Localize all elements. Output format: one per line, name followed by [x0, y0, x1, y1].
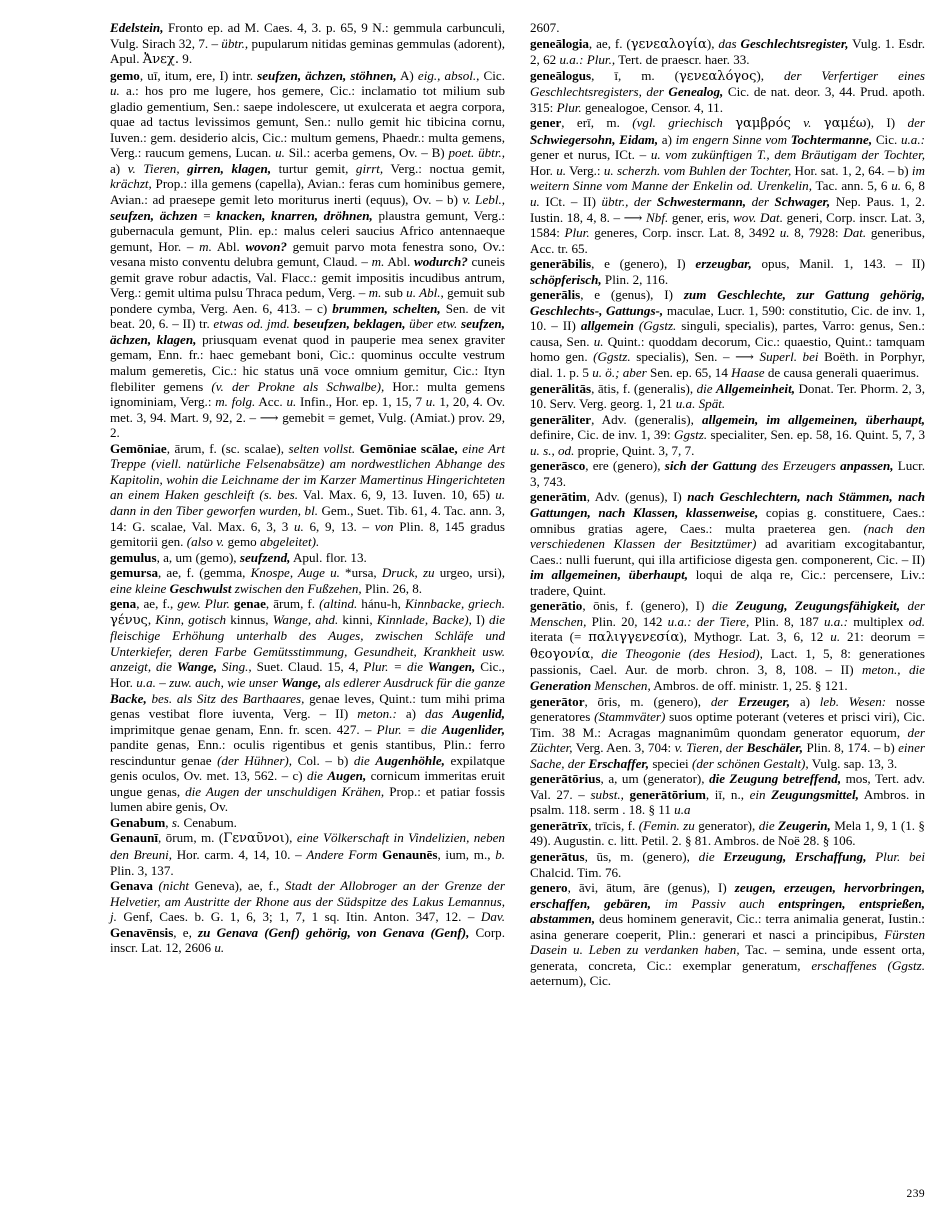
dictionary-entry: gena, ae, f., gew. Plur. genae, ārum, f. (altind. hánu-h, Kinnbacke, griech. γένυς, Kinn, gotisch kinnus, Wange, ahd. kinni, Kinnlade, Backe), I) die fleischige Erhöhung unterhalb des Auges, zwischen Schläfe und Unterkiefer, deren Farbe Gemütsstimmung, Gesundheit, Krankheit usw. anzeigt, die Wange, Sing., Suet. Claud. 15, 4, Plur. = die Wangen, Cic., Hor. u.a. – zuw. auch, wie unser Wange, als edlerer Ausdruck für die ganze Backe, bes. als Sitz des Barthaares, genae leves, Quint.: tum mihi prima genas vestibat flore iuventa, Verg. – II) meton.: a) das Augenlid, imprimitque genae genam, Enn. fr. scen. 427. – Plur. = die Augenlider, pandite genas, Enn.: oculis rigentibus et genis stantibus, Plin.: ferro rescinduntur genae (der Hühner), Col. – b) die Augenhöhle, expilatque genis oculos, Ov. met. 13, 562. – c) die Augen, cornicum immeritas eruit ungue genas, die Augen der unschuldigen Krähen, Prop.: et patiar fossis lumen abire genis, Ov. — [110, 596, 506, 815]
dictionary-entry: gemursa, ae, f. (gemma, Knospe, Auge u. *ursa, Druck, zu urgeo, ursi), eine kleine Geschwulst zwischen den Fußzehen, Plin. 26, 8. — [110, 565, 505, 596]
dictionary-entry: generālitās, ātis, f. (generalis), die Allgemeinheit, Donat. Ter. Phorm. 2, 3, 10. Serv. Verg. georg. 1, 21 u.a. Spät. — [530, 380, 925, 412]
page-number: 239 — [906, 1188, 925, 1200]
dictionary-entry: 2607. — [530, 20, 560, 35]
dictionary-entry: generātrīx, trīcis, f. (Femin. zu generator), die Zeugerin, Mela 1, 9, 1 (1. § 49). Augustin. c. litt. Petil. 2. § 81. Ambros. de Noë 28. § 106. — [530, 817, 925, 849]
dictionary-entry: generātōrius, a, um (generator), die Zeugung betreffend, mos, Tert. adv. Val. 27. – subst., generātōrium, iī, n., ein Zeugungsmittel, Ambros. in psalm. 118. serm . 18. § 11 u.a — [530, 771, 925, 818]
dictionary-entry: generāsco, ere (genero), sich der Gattung des Erzeugers anpassen, Lucr. 3, 743. — [530, 458, 926, 489]
dictionary-entry: generātus, ūs, m. (genero), die Erzeugung, Erschaffung, Plur. bei Chalcid. Tim. 76. — [530, 848, 925, 880]
dictionary-entry: generātio, ōnis, f. (genero), I) die Zeugung, Zeugungsfähigkeit, der Menschen, Plin. 20, 142 u.a.: der Tiere, Plin. 8, 187 u.a.: multiplex od. iterata (= παλιγγενεσία), Mythogr. Lat. 3, 6, 12 u. 21: deorum = θεογονία, die Theogonie (des Hesiod), Lact. 1, 5, 8: generationes passionis, Cael. Aur. de morb. chron. 3, 8, 108. – II) meton., die Generation Menschen, Ambros. de off. ministr. 1, 25. § 121. — [530, 598, 926, 693]
dictionary-entry: generāliter, Adv. (generalis), allgemein, im allgemeinen, überhaupt, definire, Cic. de inv. 1, 39: Ggstz. specialiter, Sen. ep. 58, 16. Quint. 5, 7, 3 u. s., od. proprie, Quint. 3, 7, 7. — [530, 411, 925, 458]
dictionary-entry: Genava (nicht Geneva), ae, f., Stadt der Allobroger an der Grenze der Helvetier, am Austritte der Rhone aus der Südspitze des Lakus Lemannus, j. Genf, Caes. b. G. 1, 6, 3; 1, 7, 1 sq. Itin. Anton. 347, 12. – Dav. Genavēnsis, e, zu Genava (Genf) gehörig, von Genava (Genf), Corp. inscr. Lat. 12, 2606 u. — [110, 878, 506, 956]
dictionary-entry: Gemōniae, ārum, f. (sc. scalae), selten vollst. Gemōniae scālae, eine Art Treppe (viell. natürliche Felsenabsätze) am nordwestlichen Abhange des Kapitolin, wohin die Leichname der im Karzer Mamertinus Hingerichteten an einem Haken geschleift (s. bes. Val. Max. 6, 9, 13. Iuven. 10, 65) u. dann in den Tiber geworfen wurden, bl. Gem., Suet. Tib. 61, 4. Tac. ann. 3, 14: G. scalae, Val. Max. 6, 3, 3 u. 6, 9, 13. – von Plin. 8, 145 gradus gemitorii gen. (also v. gemo abgeleitet). — [110, 440, 506, 550]
dictionary-entry: gemo, uī, itum, ere, I) intr. seufzen, ächzen, stöhnen, A) eig., absol., Cic. u. a.: hos pro me lugere, hos gemere, Cic.: inclamatio tot milium sub gladio gementium, Sen.: saepe indolescere, ut exulcerata et aegra corpora, quae ad tactus levissimos gemunt, Sen.: nullo gemit hic tibicina cornu, Iuven.: gem. desiderio alcis, Cic.: multum gemens, Phaedr.: multa gemens, Verg.: raucum gemens, Lucan. u. Sil.: acerba gemens, Ov. – B) poet. übtr., a) v. Tieren, girren, klagen, turtur gemit, girrt, Verg.: noctua gemit, krächzt, Prop.: illa gemens (capella), Avian.: feras cum hominibus gemere, Avian.: ad praesepe gemit leto moriturus inerti (equus), Ov. – b) v. Lebl., seufzen, ächzen = knacken, knarren, dröhnen, plaustra gemunt, Verg.: gubernacula gemunt, Plin. ep.: malus celeri saucius Africo antennaeque gemunt, Hor. – m. Abl. wovon? gemuit parvo mota fenestra sono, Ov.: vesana misto conventu delubra gemunt, Claud. – m. Abl. wodurch? cuneis gemit grave robur adactis, Val. Flacc.: gemit impositis incudibus antrum, Verg.: gemit ultima pulsu Thraca pedum, Verg. – m. sub u. Abl., gemuit sub pondere cymba, Verg. Aen. 6, 413. – c) brummen, schelten, Sen. de vit beat. 20, 6. – II) tr. etwas od. jmd. beseufzen, beklagen, über etw. seufzen, ächzen, klagen, priusquam evenat quod in pauperie mea senex graviter gemam, Enn. fr.: haec gemebant boni, Cic.: quominus occulte vestrum malum gemeretis, Cic.: hic status unā voce omnium gemitur, Cic.: Ityn flebiliter gemens (v. der Prokne als Schwalbe), Hor.: multa gemens ignominiam, Verg.: m. folg. Acc. u. Infin., Hor. ep. 1, 15, 7 u. 1, 20, 4. Ov. met. 3, 94. Mart. 9, 92, 2. – ⟶ gemebit = gemet, Vulg. (Amiat.) prov. 29, 2. — [110, 67, 506, 441]
dictionary-entry: geneālogus, ī, m. (γενεαλόγος), der Verfertiger eines Geschlechtsregisters, der Genealog, Cic. de nat. deor. 3, 44. Prud. apoth. 315: Plur. genealogoe, Censor. 4, 11. — [530, 67, 925, 115]
dictionary-entry: gemulus, a, um (gemo), seufzend, Apul. flor. 13. — [110, 549, 367, 565]
dictionary-entry: geneālogia, ae, f. (γενεαλογία), das Geschlechtsregister, Vulg. 1. Esdr. 2, 62 u.a.: Plur., Tert. de praescr. haer. 33. — [530, 35, 925, 68]
dictionary-entry: generātim, Adv. (genus), I) nach Geschlechtern, nach Stämmen, nach Gattungen, nach Klassen, klassenweise, copias g. constituere, Caes.: omnibus gratias agere, Caes.: multa praeterea gen. (nach den verschiedenen Klassen der Besitztümer) ad avaritiam excogitabantur, Caes.: nulli fuerunt, qui illa artificiose digesta gen. componerent, Cic. – II) im allgemeinen, überhaupt, loqui de alqa re, Cic.: percensere, Liv.: tradere, Quint. — [530, 489, 925, 598]
dictionary-entry: genero, āvi, ātum, āre (genus), I) zeugen, erzeugen, hervorbringen, erschaffen, gebären, im Passiv auch entspringen, entsprießen, abstammen, deus hominem generavit, Cic.: terra animalia generat, Iustin.: asina generare coeperit, Plin.: generari et nasci a principibus, Fürsten Dasein u. Leben zu verdanken haben, Tac. – semina, unde essent orta, generata, concreta, Cic.: exemplar generatum, erschaffenes (Ggstz. aeternum), Cic. — [530, 880, 926, 989]
dictionary-entry: generābilis, e (genero), I) erzeugbar, opus, Manil. 1, 143. – II) schöpferisch, Plin. 2, 116. — [530, 256, 925, 287]
dictionary-entry: generātor, ōris, m. (genero), der Erzeuger, a) leb. Wesen: nosse generatores (Stammväter) suos optime poterant (veteres et prisci viri), Cic. Tim. 38 M.: Acragas magnanimûm quondam generator equorum, der Züchter, Verg. Aen. 3, 704: v. Tieren, der Beschäler, Plin. 8, 174. – b) einer Sache, der Erschaffer, speciei (der schönen Gestalt), Vulg. sap. 13, 3. — [530, 693, 925, 771]
right-text-column — [530, 20, 925, 1190]
dictionary-entry: generālis, e (genus), I) zum Geschlechte, zur Gattung gehörig, Geschlechts-, Gattungs-, maculae, Lucr. 1, 590: constitutio, Cic. de inv. 1, 10. – II) allgemein (Ggstz. singuli, specialis), partes, Varro: genus, Sen.: causa, Sen. u. Quint.: quoddam decorum, Cic.: quaestio, Quint.: tamquam homo gen. (Ggstz. specialis), Sen. – ⟶ Superl. bei Boëth. in Porphyr, dial. 1. p. 5 u. ö.; aber Sen. ep. 65, 14 Haase de causa generali quaerimus. — [530, 287, 925, 381]
left-text-column — [110, 20, 505, 1190]
dictionary-entry: Edelstein, Fronto ep. ad M. Caes. 4, 3. p. 65, 9 N.: gemmula carbunculi, Vulg. Sirach 32, 7. – übtr., pupularum nitidas geminas gemmulas (adorent), Apul. Ἀνεχ. 9. — [110, 20, 505, 68]
dictionary-entry: gener, erī, m. (vgl. griechisch γαμβρός v. γαμέω), I) der Schwiegersohn, Eidam, a) im engern Sinne vom Tochtermanne, Cic. u.a.: gener et nurus, ICt. – u. vom zukünftigen T., dem Bräutigam der Tochter, Hor. u. Verg.: u. scherzh. vom Buhlen der Tochter, Hor. sat. 1, 2, 64. – b) im weitern Sinne vom Manne der Enkelin od. Urenkelin, Tac. ann. 5, 6 u. 6, 8 u. ICt. – II) übtr., der Schwestermann, der Schwager, Nep. Paus. 1, 2. Iustin. 18, 4, 8. – ⟶ Nbf. gener, eris, wov. Dat. generi, Corp. inscr. Lat. 3, 1584: Plur. generes, Corp. inscr. Lat. 8, 3492 u. 8, 7928: Dat. generibus, Acc. tr. 65. — [530, 115, 926, 256]
dictionary-entry: Genaunī, ōrum, m. (Γεναῦνοι), eine Völkerschaft in Vindelizien, neben den Breuni, Hor. carm. 4, 14, 10. – Andere Form Genaunēs, ium, m., b. Plin. 3, 137. — [110, 830, 506, 878]
dictionary-entry: Genabum, s. Cenabum. — [110, 814, 237, 830]
two-column-body — [110, 20, 925, 1190]
